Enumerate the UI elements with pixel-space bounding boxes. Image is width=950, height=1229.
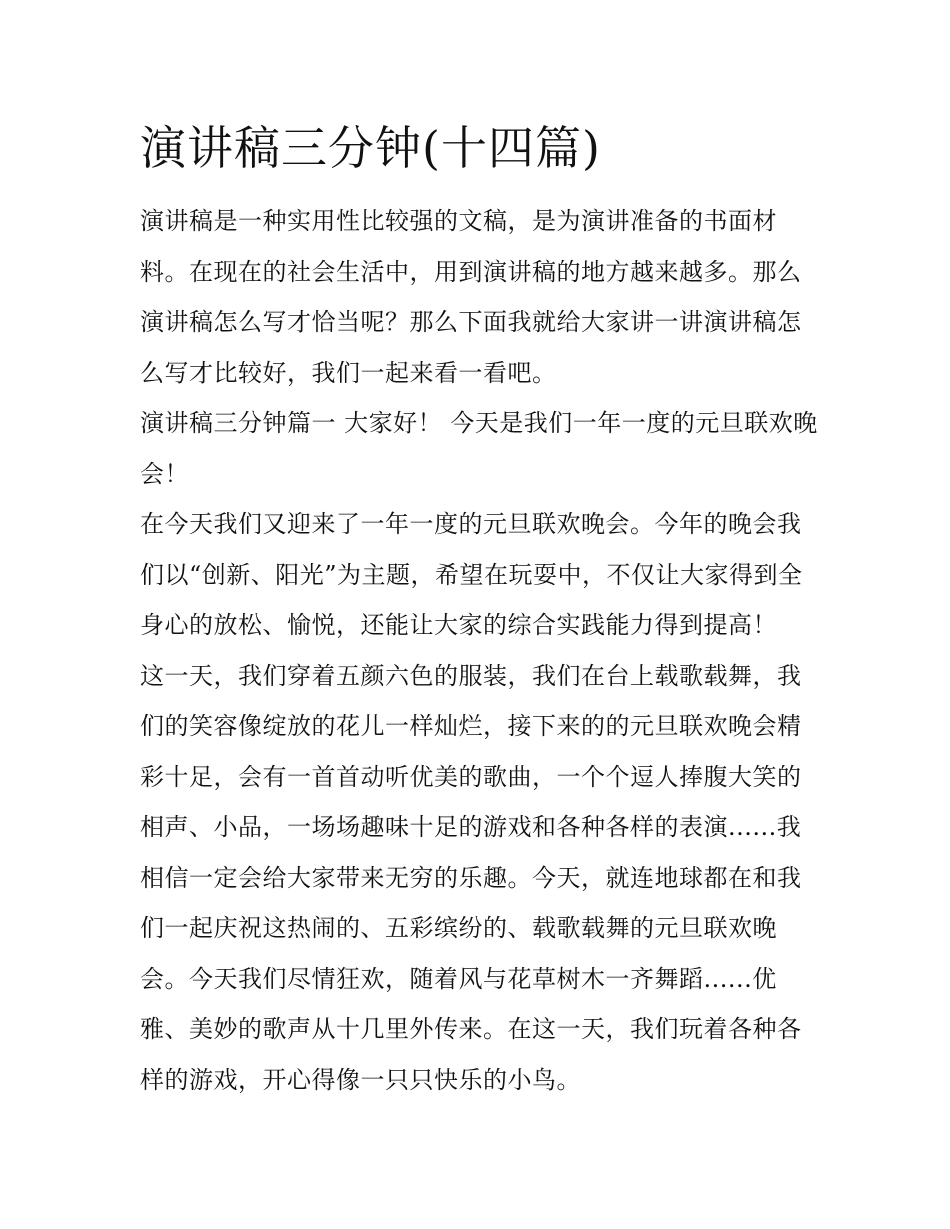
paragraph-greeting: 演讲稿三分钟篇一 大家好！ 今天是我们一年一度的元旦联欢晚会！ — [140, 409, 818, 488]
paragraph-theme: 在今天我们又迎来了一年一度的元旦联欢晚会。今年的晚会我们以“创新、阳光”为主题，希望在玩耍中，不仅让大家得到全身心的放松、愉悦，还能让大家的综合实践能力得到提高！ — [140, 510, 803, 639]
paragraph-celebration: 这一天，我们穿着五颜六色的服装，我们在台上载歌载舞，我们的笑容像绽放的花儿一样灿烂，接下来的的元旦联欢晚会精彩十足，会有一首首动听优美的歌曲，一个个逗人捧腹大笑的相声、小品，一场场趣味十足的游戏和各种各样的表演......我相信一定会给大家带来无穷的乐趣。今天，就连地球都在和我们一起庆祝这热闹的、五彩缤纷的、载歌载舞的元旦联欢晚会。今天我们尽情狂欢，随着风与花草树木一齐舞蹈......优雅、美妙的歌声从十几里外传来。在这一天，我们玩着各种各样的游戏，开心得像一只只快乐的小鸟。 — [140, 661, 802, 1094]
document-body — [140, 118, 820, 1105]
paragraph-intro: 演讲稿是一种实用性比较强的文稿，是为演讲准备的书面材料。在现在的社会生活中，用到演讲稿的地方越来越多。那么演讲稿怎么写才恰当呢？那么下面我就给大家讲一讲演讲稿怎么写才比较好，我们一起来看一看吧。 — [140, 207, 802, 387]
document-title: 演讲稿三分钟(十四篇) — [140, 121, 601, 175]
